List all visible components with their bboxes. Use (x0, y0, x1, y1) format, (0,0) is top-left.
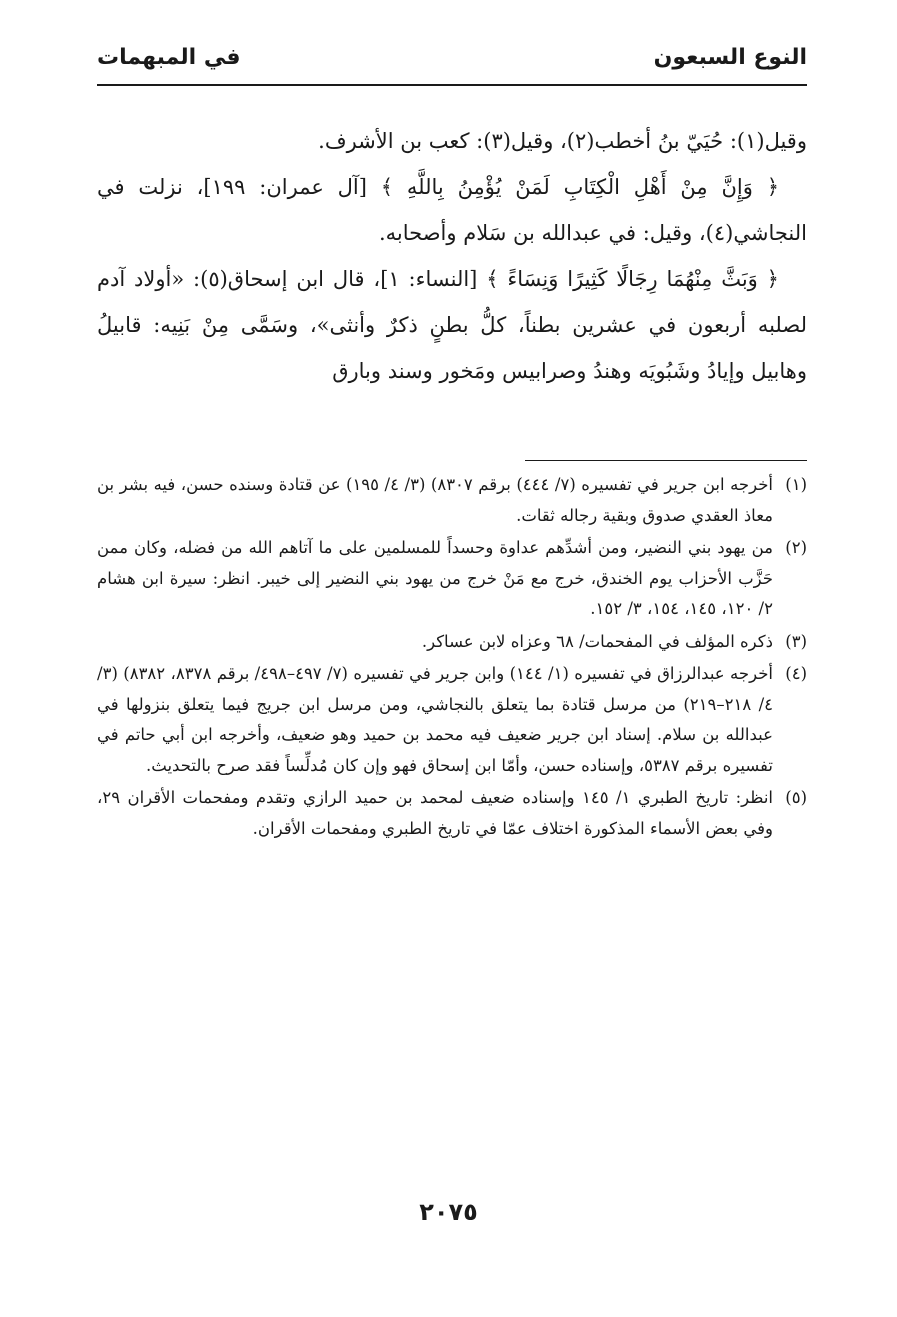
main-paragraph-3: ﴿ وَبَثَّ مِنْهُمَا رِجَالًا كَثِيرًا وَنِسَاءً ﴾ [النساء: ١]، قال ابن إسحاق(٥): «أولاد آدم لصلبه أربعون في عشرين بطناً، كلُّ بطنٍ ذكرٌ وأنثى»، وسَمَّى مِنْ بَنِيه: قابيلُ وهابيل وإيادُ وشَبُويَه وهندُ وصرابيس ومَخور وسند وبارق (97, 267, 807, 383)
footnotes (97, 470, 807, 846)
footnote-number: (٢) (785, 538, 807, 557)
main-paragraph-1: وقيل(١): حُيَيّ بنُ أخطب(٢)، وقيل(٣): كعب بن الأشرف. (318, 129, 807, 153)
page-number: ٢٠٧٥ (419, 1198, 478, 1226)
footnote-text: ذكره المؤلف في المفحمات/ ٦٨ وعزاه لابن عساكر. (421, 631, 773, 651)
footnote-text: أخرجه ابن جرير في تفسيره (٧/ ٤٤٤) برقم ٨٣٠٧) (٣/ ٤/ ١٩٥) عن قتادة وسنده حسن، فيه بشر بن معاذ العقدي صدوق وبقية رجاله ثقات. (97, 475, 774, 525)
section-title: في المبهمات (97, 45, 241, 70)
footnote-number: (٥) (785, 788, 807, 807)
footnote-1 (97, 470, 807, 531)
main-text (97, 118, 807, 394)
footnote-4 (97, 659, 807, 781)
main-paragraph-2: ﴿ وَإِنَّ مِنْ أَهْلِ الْكِتَابِ لَمَنْ يُؤْمِنُ بِاللَّهِ ﴾ [آل عمران: ١٩٩]، نزلت في النجاشي(٤)، وقيل: في عبدالله بن سَلام وأصحابه. (97, 175, 807, 245)
footnote-3 (97, 627, 807, 658)
footnote-text: أخرجه عبدالرزاق في تفسيره (١/ ١٤٤) وابن جرير في تفسيره (٧/ ٤٩٧–٤٩٨/ برقم ٨٣٧٨، ٨٣٨٢) (٣/ ٤/ ٢١٨–٢١٩) من مرسل قتادة بما يتعلق بالنجاشي، ومن مرسل ابن جريج فيما يتعلق بنزولها في عبدالله بن سلام. إسناد ابن جرير ضعيف فيه محمد بن حميد وهو ضعيف، وأخرجه ابن أبي حاتم في تفسيره برقم ٥٣٨٧، وإسناده حسن، وأمّا ابن إسحاق فهو وإن كان مُدلِّساً فقد صرح بالتحديث. (97, 664, 773, 775)
footnote-5 (97, 783, 807, 844)
chapter-title: النوع السبعون (653, 45, 807, 70)
footnote-text: من يهود بني النضير، ومن أشدِّهم عداوة وحسداً للمسلمين على ما آتاهم الله من فضله، وكان ممن حَزَّب الأحزاب يوم الخندق، خرج مع مَنْ خرج من يهود بني النضير إلى خيبر. انظر: سيرة ابن هشام ٢/ ١٢٠، ١٤٥، ١٥٤، ٣/ ١٥٢. (97, 538, 773, 618)
footnote-number: (١) (785, 475, 807, 494)
page-header (97, 40, 807, 84)
footnote-number: (٣) (785, 631, 807, 651)
footnote-number: (٤) (785, 664, 807, 683)
footnote-text: انظر: تاريخ الطبري ١/ ١٤٥ وإسناده ضعيف لمحمد بن حميد الرازي وتقدم ومفحمات الأقران ٢٩، وفي بعض الأسماء المذكورة اختلاف عمّا في تاريخ الطبري ومفحمات الأقران. (97, 788, 773, 838)
header-divider (97, 84, 807, 86)
footnote-divider (525, 460, 807, 461)
footnote-2 (97, 533, 807, 625)
